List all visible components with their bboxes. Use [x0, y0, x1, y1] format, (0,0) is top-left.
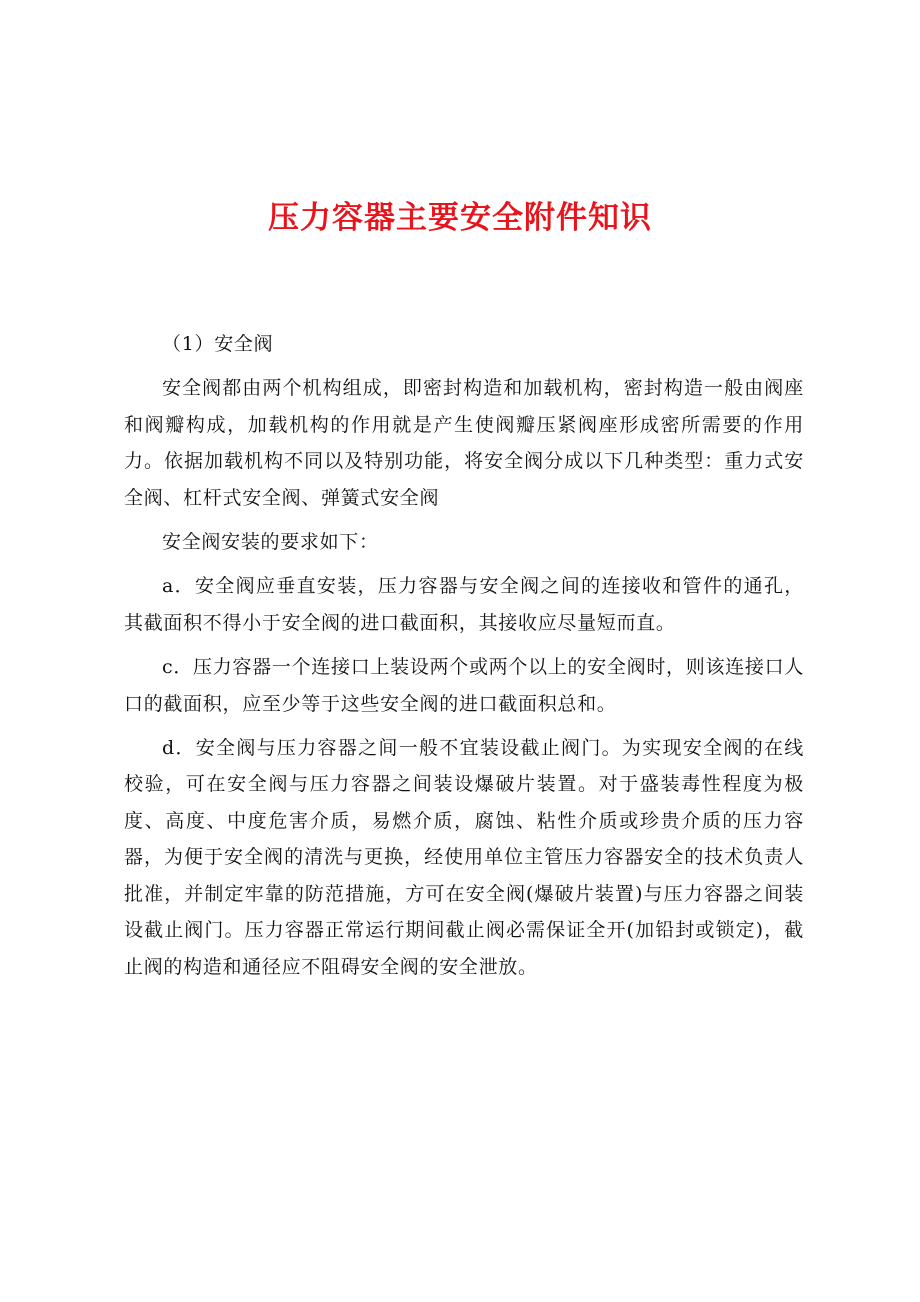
paragraph-install-intro: 安全阀安装的要求如下： [162, 531, 379, 554]
document-title: 压力容器主要安全附件知识 [268, 200, 652, 236]
paragraph-valve-structure: 安全阀都由两个机构组成，即密封构造和加载机构，密封构造一般由阀座和阀瓣构成，加载机构的作用就是产生使阀瓣压紧阀座形成密所需要的作用力。依据加载机构不同以及特别功能，将安全阀分成以下几种类型：重力式安全阀、杠杆式安全阀、弹簧式安全阀 [124, 377, 804, 509]
paragraph-requirement-d: d．安全阀与压力容器之间一般不宜装设截止阀门。为实现安全阀的在线校验，可在安全阀与压力容器之间装设爆破片装置。对于盛装毒性程度为极度、高度、中度危害介质，易燃介质，腐蚀、粘性介质或珍贵介质的压力容器，为便于安全阀的清洗与更换，经使用单位主管压力容器安全的技术负责人批准，并制定牢靠的防范措施，方可在安全阀(爆破片装置)与压力容器之间装设截止阀门。压力容器正常运行期间截止阀必需保证全开(加铅封或锁定)，截止阀的构造和通径应不阻碍安全阀的安全泄放。 [124, 737, 804, 978]
document-body [124, 326, 804, 993]
section-heading: （1）安全阀 [162, 333, 274, 355]
paragraph-requirement-a: a．安全阀应垂直安装，压力容器与安全阀之间的连接收和管件的通孔，其截面积不得小于安全阀的进口截面积，其接收应尽量短而直。 [124, 575, 804, 634]
paragraph-requirement-c: c．压力容器一个连接口上装设两个或两个以上的安全阀时，则该连接口人口的截面积，应至少等于这些安全阀的进口截面积总和。 [124, 656, 804, 715]
